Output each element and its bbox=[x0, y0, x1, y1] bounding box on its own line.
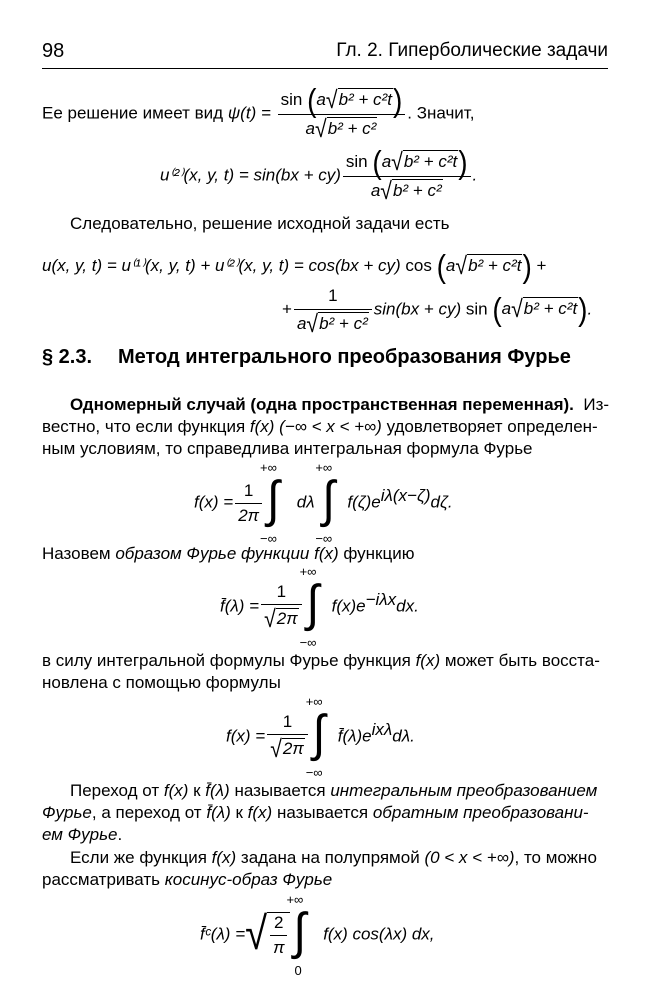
sqrt-arg: b² + c²t bbox=[338, 90, 392, 109]
sqrt: √2π bbox=[264, 605, 298, 633]
sqrt: √ $\frac{2}{\pi}$ bbox=[245, 912, 290, 958]
var-a: a bbox=[370, 181, 381, 200]
sqrt-arg: b² + c²t bbox=[468, 256, 522, 275]
numerator-one: 1 bbox=[261, 582, 302, 605]
para1-text: удовлетворяет определен- bbox=[386, 417, 598, 436]
math-fx: f(x) bbox=[415, 651, 441, 670]
upper-limit: +∞ bbox=[299, 564, 317, 579]
differential: dλ. bbox=[392, 726, 415, 746]
para1-text: вестно, что если функция bbox=[42, 417, 246, 436]
fraction bbox=[235, 481, 262, 526]
para4-text: , а переход от bbox=[91, 803, 202, 822]
para1-line1 bbox=[70, 394, 609, 416]
para4-line3 bbox=[42, 824, 122, 846]
one-over-fraction bbox=[294, 285, 372, 338]
upper-limit: +∞ bbox=[286, 892, 304, 907]
para1-line2 bbox=[42, 416, 598, 438]
left-paren: ( bbox=[436, 248, 446, 285]
section-title: Метод интегрального преобразования Фурье bbox=[118, 346, 571, 368]
fraction bbox=[270, 913, 287, 958]
para2-text: функцию bbox=[343, 544, 415, 563]
lower-limit: −∞ bbox=[315, 531, 333, 546]
para3-line2: новлена с помощью формулы bbox=[42, 673, 281, 692]
para2-line bbox=[42, 543, 414, 565]
upper-limit: +∞ bbox=[260, 460, 277, 475]
fraction bbox=[267, 712, 308, 762]
intro-suffix: . Значит, bbox=[407, 103, 475, 123]
para3-text: может быть восста- bbox=[444, 651, 600, 670]
consequently-line: Следовательно, решение исходной задачи есть bbox=[70, 214, 450, 233]
var-a: a bbox=[381, 152, 392, 171]
para5-text: , то можно bbox=[514, 848, 597, 867]
para5-text: Если же функция bbox=[70, 848, 207, 867]
psi-lhs: ψ(t) = bbox=[227, 103, 271, 123]
differential: dx. bbox=[396, 596, 419, 616]
integrand: f(ζ)e bbox=[347, 492, 381, 512]
inverse-transform-formula bbox=[226, 694, 415, 780]
integral-sign: +∞ ∫ −∞ bbox=[305, 694, 326, 780]
integral-sign: +∞ ∫ −∞ bbox=[260, 460, 280, 546]
para5-line2 bbox=[42, 869, 332, 891]
right-paren: ) bbox=[522, 248, 532, 285]
sqrt: √2π bbox=[270, 735, 304, 763]
right-paren: ) bbox=[578, 292, 588, 328]
numerator-one: 1 bbox=[267, 712, 308, 735]
exponent: −iλx bbox=[365, 589, 397, 609]
sin-fn: sin bbox=[280, 90, 303, 109]
integral-sign: +∞ ∫ −∞ bbox=[299, 564, 320, 650]
var-a: a bbox=[501, 299, 512, 319]
math-fbar: f̄(λ) bbox=[206, 803, 231, 822]
sin-fn: sin bbox=[345, 152, 368, 171]
math-range: (0 < x < +∞) bbox=[424, 848, 515, 867]
sqrt: √b² + c²t bbox=[511, 295, 578, 324]
para4-italic: интегральным преобразованием bbox=[330, 781, 598, 800]
numerator: 2 bbox=[270, 913, 287, 936]
u-formula-line1 bbox=[42, 248, 547, 285]
period: . bbox=[472, 165, 478, 185]
integral-sign: +∞ ∫ 0 bbox=[286, 892, 307, 978]
sin-term: sin(bx + cy) bbox=[373, 299, 462, 319]
integrand: f(x)e bbox=[331, 596, 366, 616]
integrand: f̄(λ)e bbox=[337, 726, 372, 746]
para5-text: рассматривать bbox=[42, 870, 160, 889]
para4-text: . bbox=[117, 825, 123, 844]
para4-text: Переход от bbox=[70, 781, 160, 800]
sqrt-arg: b² + c²t bbox=[403, 152, 458, 171]
formula-lhs: f̄ᶜ(λ) = bbox=[200, 924, 246, 944]
sqrt: √b² + c² bbox=[306, 310, 368, 338]
sqrt-arg: 2π bbox=[276, 609, 298, 628]
integral-sign: +∞ ∫ −∞ bbox=[315, 460, 335, 546]
para4-italic: обратным преобразовани- bbox=[372, 803, 589, 822]
exponent: ixλ bbox=[371, 719, 393, 739]
solution-intro-line bbox=[42, 82, 475, 143]
psi-fraction bbox=[278, 82, 406, 143]
sqrt-arg: b² + c² bbox=[392, 181, 442, 200]
sqrt: √b² + c² bbox=[315, 115, 377, 143]
u2-fraction bbox=[343, 144, 471, 205]
lower-limit: −∞ bbox=[299, 635, 317, 650]
left-paren: ( bbox=[372, 144, 382, 181]
para4-text: называется bbox=[234, 781, 326, 800]
intro-text: Ее решение имеет вид bbox=[42, 103, 224, 123]
para5-line1 bbox=[70, 847, 597, 869]
fourier-integral-formula bbox=[194, 460, 453, 546]
para4-italic: ем Фурье bbox=[42, 825, 118, 844]
sqrt: √b² + c²t bbox=[455, 252, 522, 280]
para2-text: Назовем bbox=[42, 544, 111, 563]
para2-italic: образом Фурье функции bbox=[115, 544, 310, 563]
math-fx: f(x) bbox=[163, 781, 189, 800]
para4-line1 bbox=[70, 780, 597, 802]
numerator-one: 1 bbox=[294, 285, 372, 310]
var-a: a bbox=[305, 119, 316, 138]
cos-fn: cos bbox=[405, 256, 432, 275]
fourier-transform-formula bbox=[220, 564, 419, 650]
sqrt: √b² + c² bbox=[380, 177, 442, 205]
sqrt-arg: 2π bbox=[282, 739, 304, 758]
differential: dλ bbox=[296, 492, 315, 512]
var-a: a bbox=[445, 256, 456, 275]
u2-formula bbox=[160, 144, 478, 205]
left-paren: ( bbox=[492, 292, 502, 328]
lower-limit: −∞ bbox=[260, 531, 277, 546]
para5-italic: косинус-образ Фурье bbox=[164, 870, 333, 889]
math-fx: f(x) bbox=[247, 803, 273, 822]
integrand: f(x) cos(λx) dx, bbox=[323, 924, 435, 944]
para5-text: задана на полупрямой bbox=[240, 848, 420, 867]
header-rule bbox=[42, 68, 608, 69]
para4-text: называется bbox=[276, 803, 369, 822]
para1-line3: ным условиям, то справедлива интегральная формула Фурье bbox=[42, 439, 533, 458]
fraction bbox=[261, 582, 302, 632]
denominator: π bbox=[273, 938, 285, 957]
sqrt-arg: b² + c²t bbox=[523, 299, 578, 319]
period: . bbox=[587, 299, 593, 319]
u-formula-line2 bbox=[282, 285, 593, 338]
plus-sign: + bbox=[282, 299, 292, 319]
page-header bbox=[42, 38, 608, 68]
var-a: a bbox=[296, 314, 307, 333]
para3-text: в силу интегральной формулы Фурье функция bbox=[42, 651, 411, 670]
right-paren: ) bbox=[458, 144, 468, 181]
math-fx: f(x) bbox=[314, 544, 339, 563]
para1-bold-lead: Одномерный случай (одна пространственная переменная). bbox=[70, 395, 574, 414]
running-title: Гл. 2. Гиперболические задачи bbox=[336, 40, 608, 61]
upper-limit: +∞ bbox=[305, 694, 323, 709]
var-a: a bbox=[316, 90, 326, 109]
sqrt: √b² + c²t bbox=[325, 86, 392, 114]
exponent: iλ(x−ζ) bbox=[380, 485, 431, 505]
para3-line1 bbox=[42, 650, 600, 672]
left-paren: ( bbox=[307, 82, 317, 119]
math-fx: f(x) bbox=[211, 848, 237, 867]
denominator: 2π bbox=[238, 505, 260, 525]
cosine-transform-formula bbox=[200, 892, 435, 978]
numerator-one: 1 bbox=[235, 481, 262, 504]
u2-lhs: u⁽²⁾(x, y, t) = sin(bx + cy) bbox=[160, 165, 341, 185]
right-paren: ) bbox=[392, 82, 403, 119]
u-lhs: u(x, y, t) = u⁽¹⁾(x, y, t) + u⁽²⁾(x, y, t) = cos(bx + cy) bbox=[42, 256, 401, 275]
para4-text: к bbox=[193, 781, 201, 800]
page-number: 98 bbox=[42, 40, 65, 62]
math-fbar: f̄(λ) bbox=[205, 781, 230, 800]
formula-lhs: f(x) = bbox=[226, 726, 266, 746]
sqrt-arg: b² + c² bbox=[319, 314, 368, 333]
para1-text: Из- bbox=[583, 395, 610, 414]
para4-text: к bbox=[235, 803, 243, 822]
differential: dζ. bbox=[430, 492, 453, 512]
math-fx: f(x) bbox=[249, 417, 275, 436]
para4-line2 bbox=[42, 802, 589, 824]
lower-limit: 0 bbox=[294, 963, 302, 978]
sqrt: √b² + c²t bbox=[391, 148, 458, 176]
upper-limit: +∞ bbox=[315, 460, 333, 475]
formula-lhs: f(x) = bbox=[194, 492, 234, 512]
section-heading bbox=[42, 346, 571, 369]
section-number: § 2.3. bbox=[42, 346, 93, 368]
plus-sign: + bbox=[536, 256, 547, 275]
math-range: (−∞ < x < +∞) bbox=[279, 417, 382, 436]
formula-lhs: f̄(λ) = bbox=[220, 596, 260, 616]
lower-limit: −∞ bbox=[305, 765, 323, 780]
sin-fn: sin bbox=[465, 299, 488, 319]
sqrt-arg: b² + c² bbox=[327, 119, 377, 138]
para4-italic: Фурье bbox=[42, 803, 92, 822]
